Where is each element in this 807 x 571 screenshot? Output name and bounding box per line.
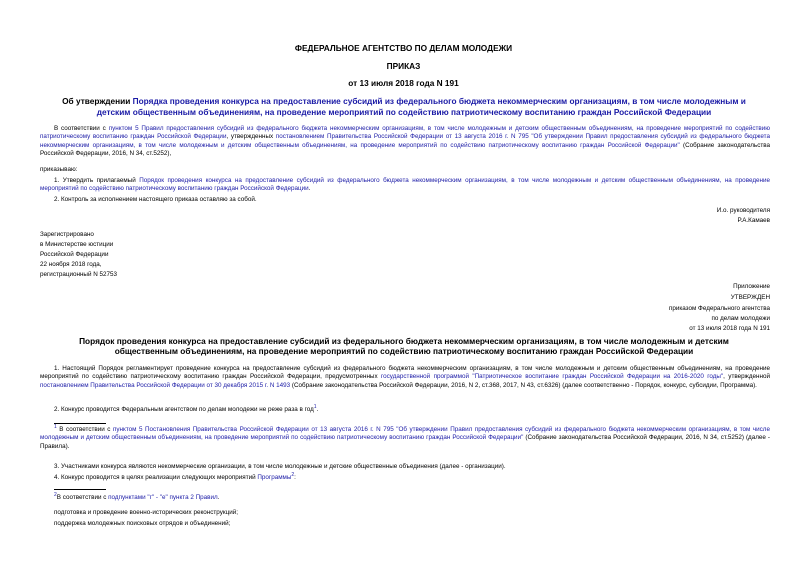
- prikazyvayu: приказываю:: [40, 166, 78, 173]
- procedure-paragraph-3: 3. Участниками конкурса являются некоммерческие организации, в том числе молодежные и детские общественные объединения (далее - организации).: [54, 463, 506, 470]
- appendix-line-2: УТВЕРЖДЕН: [730, 294, 770, 301]
- order-item-1-text: 1. Утвердить прилагаемый: [54, 177, 140, 184]
- doc-date: от 13 июля 2018 года N 191: [348, 78, 459, 88]
- link-government-decree-795[interactable]: постановлением Правительства Российской Федерации от 13 августа 2016 г. N 795 "Об утверждении Правил предоставления субсидий из федерального бюджета некоммерческим организациям, в том числе молодежным и детским общественным объединениям, на проведение мероприятий по содействию патриотическому воспитанию граждан Российской Федерации": [40, 133, 770, 149]
- appendix-line-4: по делам молодежи: [711, 315, 770, 322]
- footnote-1: [40, 423, 771, 451]
- procedure-title: Порядок проведения конкурса на предоставление субсидий из федерального бюджета некоммерческим организациям, в том числе молодежным и детским: [79, 336, 729, 346]
- footnote-ref-2[interactable]: 2: [291, 471, 295, 478]
- order-title-line2: [28, 107, 780, 117]
- procedure-p2-text: 2. Конкурс проводится Федеральным агентством по делам молодежи не реже раза в год: [54, 406, 314, 413]
- footnote-2-end: .: [217, 494, 220, 501]
- title-prefix: Об утверждении: [62, 96, 133, 106]
- footnote-divider-1: [54, 423, 106, 424]
- procedure-title-line2: общественным объединениям, на проведение мероприятий по содействию патриотическому воспитанию граждан Российской Федерации: [114, 346, 694, 356]
- procedure-paragraph-1: [40, 365, 770, 390]
- footnote-divider-2: [54, 489, 106, 490]
- preamble-text-2: , утвержденных: [226, 133, 276, 141]
- signature-role: И.о. руководителя: [716, 207, 770, 214]
- procedure-paragraph-2: [54, 403, 319, 414]
- link-decree-1493[interactable]: постановлением Правительства Российской Федерации от 30 декабря 2015 г. N 1493: [40, 381, 291, 389]
- order-item-1-end: .: [308, 185, 311, 193]
- list-item: подготовка и проведение военно-исторических реконструкций;: [54, 509, 239, 516]
- procedure-p1-text-1: 1. Настоящий Порядок регламентирует проведение конкурса на предоставление субсидий из федерального бюджета некоммерческим организациям, в том числе молодежным и детским общественным объединениям, на проведение мероприятий по содействию патриотическому воспитанию граждан Российской Федерации, предусмотренных: [40, 365, 770, 381]
- agency-name: ФЕДЕРАЛЬНОЕ АГЕНТСТВО ПО ДЕЛАМ МОЛОДЕЖИ: [294, 43, 513, 53]
- link-rules-point5[interactable]: пунктом 5 Правил предоставления субсидий из федерального бюджета некоммерческим организациям, в том числе молодежным и детским общественным объединениям, на проведение мероприятий по содействию патриотическому воспитанию граждан Российской Федерации: [40, 125, 771, 141]
- link-program[interactable]: Программы: [257, 474, 292, 481]
- registration-line-2: в Министерстве юстиции: [40, 241, 114, 248]
- order-item-1: [40, 177, 770, 194]
- registration-line-3: Российской Федерации: [40, 251, 109, 258]
- registration-line-4: 22 ноября 2018 года,: [40, 261, 102, 268]
- procedure-p2-end: .: [316, 406, 319, 413]
- footnote-2-text: В соответствии с: [56, 494, 109, 501]
- footnote-2: [54, 491, 220, 502]
- link-decree-795-point5[interactable]: пунктом 5 Постановления Правительства Российской Федерации от 13 августа 2016 г. N 795 "Об утверждении Правил предоставления субсидий из федерального бюджета некоммерческим организациям, в том числе молодежным и детским общественным объединениям, на проведение мероприятий по содействию патриотическому воспитанию граждан Российской Федерации": [40, 426, 770, 442]
- preamble-text-1: В соответствии с: [54, 125, 109, 132]
- title-link-procedure-cont[interactable]: детским общественным объединениям, на проведение мероприятий по содействию патриотическому воспитанию граждан Российской Федерации: [96, 107, 712, 117]
- signature-name: Р.А.Камаев: [737, 217, 770, 224]
- footnote-1-end: (Собрание законодательства Российской Федерации, 2016, N 34, ст.5252) (далее - Правила).: [40, 434, 771, 450]
- procedure-p4-end: :: [294, 474, 296, 481]
- order-item-2: 2. Контроль за исполнением настоящего приказа оставляю за собой.: [54, 196, 257, 203]
- title-link-procedure[interactable]: Порядка проведения конкурса на предоставление субсидий из федерального бюджета некоммерческим организациям, в том числе молодежным и: [132, 96, 746, 106]
- footnote-1-text: В соответствии с: [56, 426, 113, 433]
- procedure-p4-text: 4. Конкурс проводится в целях реализации следующих мероприятий: [54, 474, 258, 481]
- procedure-p1-text-3: (Собрание законодательства Российской Федерации, 2016, N 2, ст.368, 2017, N 43, ст.6326) (далее соответственно - Порядок, конкурс, субсидии, Программа).: [290, 381, 757, 389]
- footnote-2-marker[interactable]: 2: [54, 491, 57, 498]
- procedure-p1-text-2: , утвержденной: [723, 373, 770, 381]
- list-item: поддержка молодежных поисковых отрядов и объединений;: [54, 520, 231, 527]
- appendix-line-1: Приложение: [733, 283, 770, 290]
- appendix-line-3: приказом Федерального агентства: [668, 305, 770, 312]
- registration-line-5: регистрационный N 52753: [40, 271, 118, 278]
- procedure-paragraph-4: [54, 471, 296, 482]
- appendix-line-5: от 13 июля 2018 года N 191: [689, 325, 770, 332]
- footnote-1-marker[interactable]: 1: [54, 423, 57, 430]
- link-rules-subpoints[interactable]: подпунктами "г" - "е" пункта 2 Правил: [108, 494, 218, 501]
- link-state-program[interactable]: государственной программой "Патриотическое воспитание граждан Российской Федерации на 2016-2020 годы": [380, 373, 724, 381]
- doc-type: ПРИКАЗ: [386, 61, 421, 71]
- order-title: [28, 96, 780, 106]
- preamble-text-3: (Собрание законодательства Российской Федерации, 2016, N 34, ст.5252),: [40, 141, 771, 158]
- link-procedure[interactable]: Порядок проведения конкурса на предоставление субсидий из федерального бюджета некоммерческим организациям, в том числе молодежным и детским общественным объединениям, на проведение мероприятий по содействию патриотическому воспитанию граждан Российской Федерации: [40, 177, 770, 193]
- registration-line-1: Зарегистрировано: [40, 231, 94, 238]
- footnote-ref-1[interactable]: 1: [313, 403, 317, 410]
- preamble-paragraph: [40, 125, 770, 159]
